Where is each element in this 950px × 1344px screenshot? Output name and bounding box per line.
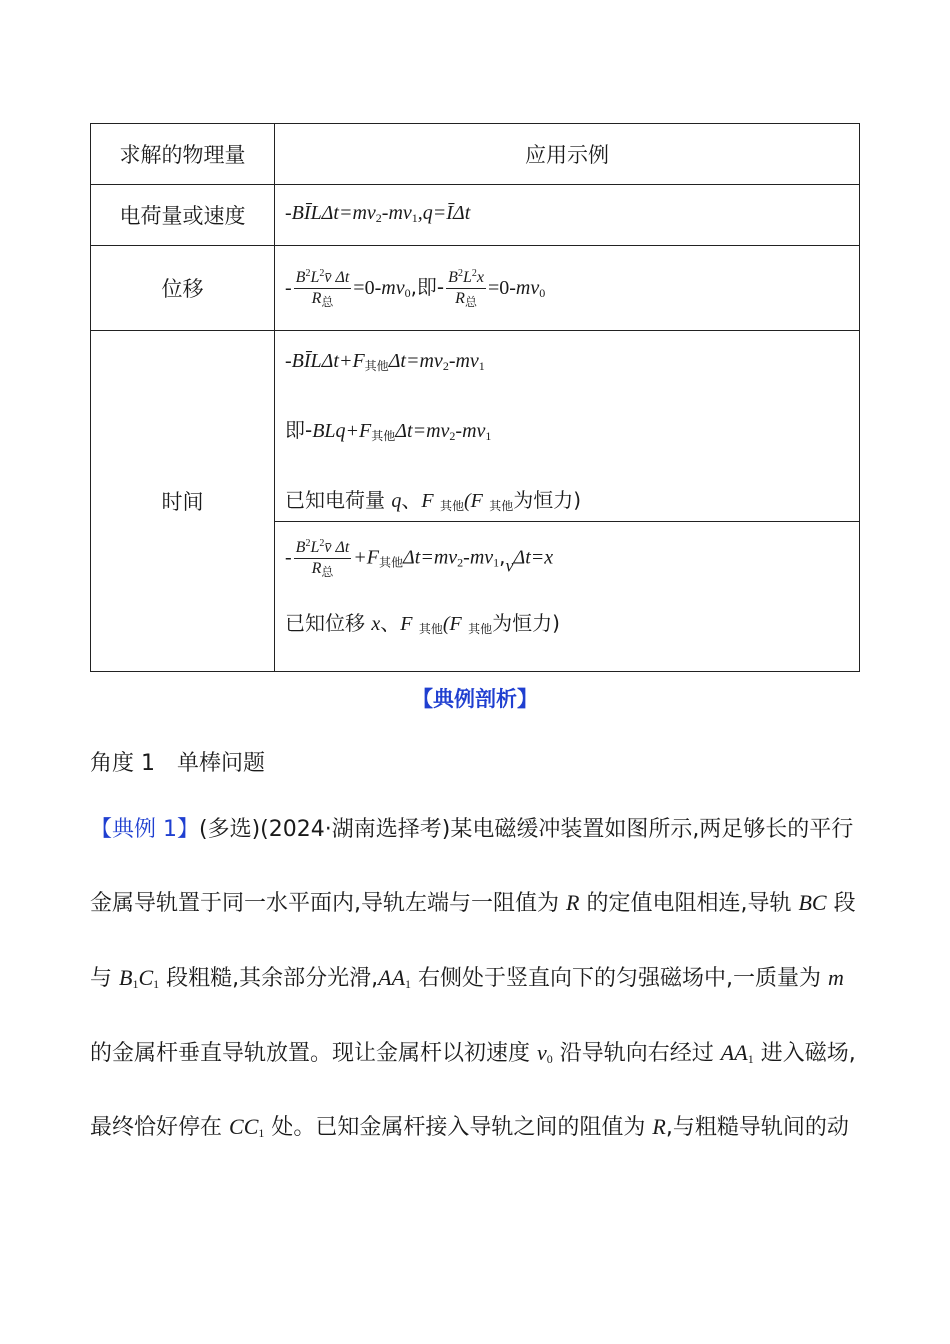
row-charge-label: 电荷量或速度 (91, 185, 275, 246)
example-line-5: 最终恰好停在 $CC_1$ 处。已知金属杆接入导轨之间的阻值为 R,与粗糙导轨间的动 (90, 1114, 849, 1140)
example-line-4: 的金属杆垂直导轨放置。现让金属杆以初速度 $v_0$ 沿导轨向右经过 $AA_1$ 进入磁场, (90, 1040, 856, 1066)
formula-table (90, 123, 860, 672)
section-title: 【典例剖析】 (412, 687, 538, 711)
row-charge-formula: $-BĪL\Delta t=mv_2-mv_1,q=Ī\Delta t$ (275, 185, 860, 246)
row-displacement-formula: - $\frac{B^2L^2v̄ \Delta t}{\text{R总}}$ $=0-mv_0$,即- $\frac{B^2L^2x}{\text{R总}}$ $=0-mv_0$ (275, 246, 860, 331)
row-displacement-label: 位移 (91, 246, 275, 331)
angle-heading: 角度 1 单棒问题 (90, 751, 266, 776)
header-quantity: 求解的物理量 (91, 124, 275, 185)
header-example: 应用示例 (275, 124, 860, 185)
example-tag: 【典例 1】 (90, 817, 199, 842)
row-time-formula-displacement: - $\frac{B^2L^2v̄ \Delta t}{\text{R总}}$ +F其他$\Delta t=mv_2-mv_1,_v\Delta t=x$ 已知位移 x、F 其他(F 其他为恒力) (275, 522, 860, 672)
example-line-2: 金属导轨置于同一水平面内,导轨左端与一阻值为 R 的定值电阻相连,导轨 BC 段 (90, 890, 856, 916)
row-time-label: 时间 (91, 331, 275, 672)
example-line-1: 【典例 1】(多选)(2024·湖南选择考)某电磁缓冲装置如图所示,两足够长的平行 (90, 817, 854, 842)
row-time-formula-charge: -BĪLΔt+F其他$\Delta t=mv_2-mv_1$ 即-BLq+F其他$\Delta t=mv_2-mv_1$ 已知电荷量 q、F 其他(F 其他为恒力) (275, 331, 860, 522)
example-line-3: 与 $B_1C_1$ 段粗糙,其余部分光滑$,AA_1$ 右侧处于竖直向下的匀强磁场中,一质量为 m (90, 965, 844, 991)
